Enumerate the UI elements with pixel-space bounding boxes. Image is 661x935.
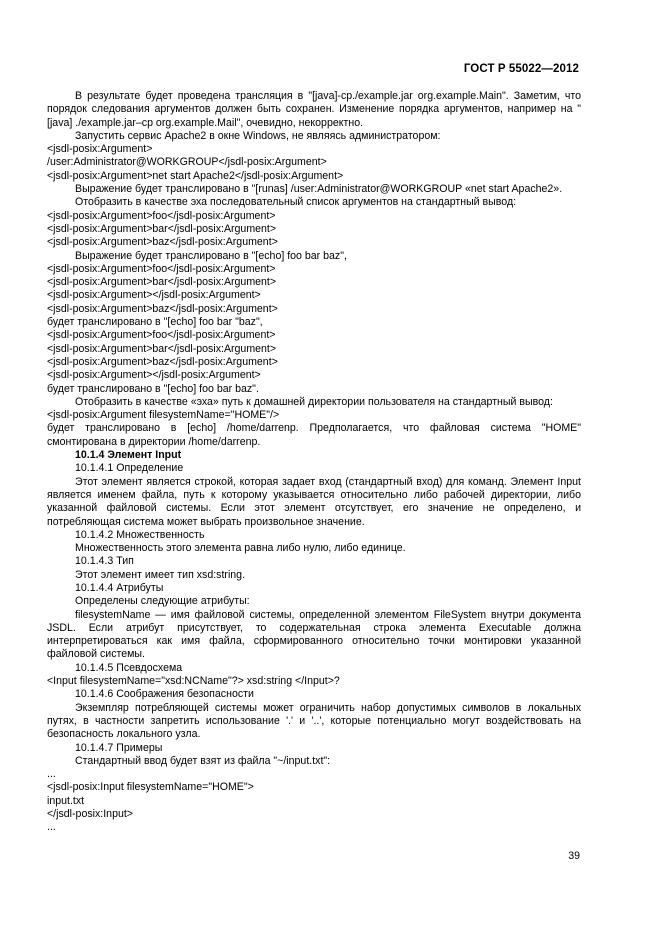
section-heading: 10.1.4 Элемент Input: [75, 449, 182, 462]
code-line: <jsdl-posix:Argument>baz</jsdl-posix:Argument>: [47, 302, 278, 315]
code-line: </jsdl-posix:Input>: [47, 808, 133, 821]
code-line: <jsdl-posix:Argument>bar</jsdl-posix:Argument>: [47, 276, 277, 289]
page-body: [47, 90, 581, 835]
paragraph: будет транслировано в "[echo] foo bar "baz",: [47, 316, 263, 329]
paragraph: Отобразить в качестве «эха» путь к домашней директории пользователя на стандартный вывод:: [75, 395, 553, 408]
paragraph: Множественность этого элемента равна либо нулю, либо единице.: [75, 542, 406, 555]
subsection-heading: 10.1.4.6 Соображения безопасности: [75, 688, 254, 701]
code-line: <jsdl-posix:Argument>bar</jsdl-posix:Argument>: [47, 342, 277, 355]
code-line: <jsdl-posix:Argument filesystemName="HOME"/>: [47, 409, 280, 422]
subsection-heading: 10.1.4.7 Примеры: [75, 741, 163, 754]
code-line: <jsdl-posix:Argument>foo</jsdl-posix:Argument>: [47, 262, 276, 275]
paragraph: filesystemName — имя файловой системы, определенной элементом FileSystem внутри документа JSDL. Если атрибут присутствует, то содержательная строка элемента Executable должна интерпретироваться как имя файла, сформированного относительно точки монтировки указанной файловой системы.: [47, 608, 581, 661]
paragraph: Выражение будет транслировано в "[runas] /user:Administrator@WORKGROUP «net start Apache2».: [75, 183, 563, 196]
document-code-header: ГОСТ Р 55022—2012: [463, 63, 579, 75]
code-line: <jsdl-posix:Argument></jsdl-posix:Argument>: [47, 289, 261, 302]
code-line: <jsdl-posix:Argument>bar</jsdl-posix:Argument>: [47, 222, 277, 235]
paragraph: Определены следующие атрибуты:: [75, 595, 250, 608]
code-line: <jsdl-posix:Argument>net start Apache2</jsdl-posix:Argument>: [47, 169, 344, 182]
code-line: /user:Administrator@WORKGROUP</jsdl-posix:Argument>: [47, 156, 327, 169]
paragraph: будет транслировано в "[echo] foo bar baz".: [47, 382, 259, 395]
subsection-heading: 10.1.4.1 Определение: [75, 462, 184, 475]
code-line: <jsdl-posix:Argument>baz</jsdl-posix:Argument>: [47, 355, 278, 368]
subsection-heading: 10.1.4.3 Тип: [75, 555, 134, 568]
code-line: <jsdl-posix:Argument>foo</jsdl-posix:Argument>: [47, 209, 276, 222]
page-number: 39: [568, 850, 580, 862]
code-line: <jsdl-posix:Argument>foo</jsdl-posix:Argument>: [47, 329, 276, 342]
paragraph: Запустить сервис Apache2 в окне Windows, не являясь администратором:: [75, 129, 441, 142]
code-line: input.txt: [47, 794, 85, 807]
paragraph: Этот элемент имеет тип xsd:string.: [75, 568, 246, 581]
paragraph: Этот элемент является строкой, которая задает вход (стандартный вход) для команд. Элемент Input является именем файла, путь к которому указывается относительно либо рабочей директории, либо указанной файловой системы. Если этот элемент отсутствует, его значение не определено, и потребляющая система может выбрать произвольное значение.: [47, 475, 581, 528]
code-line: <jsdl-posix:Argument>baz</jsdl-posix:Argument>: [47, 236, 278, 249]
subsection-heading: 10.1.4.2 Множественность: [75, 528, 205, 541]
code-line: <jsdl-posix:Argument>: [47, 143, 153, 156]
code-line: ...: [47, 821, 56, 834]
paragraph: В результате будет проведена трансляция в "[java]-cp./example.jar org.example.Main". Заметим, что порядок следования аргументов должен быть сохранен. Изменение порядка аргументов, например на "[java] ./example.jar–cp org.example.Mail", очевидно, некорректно.: [47, 90, 581, 129]
code-line: <jsdl-posix:Argument></jsdl-posix:Argument>: [47, 369, 261, 382]
code-line: ...: [47, 768, 56, 781]
code-line: <Input filesystemName="xsd:NCName"?> xsd:string </Input>?: [47, 675, 340, 688]
subsection-heading: 10.1.4.4 Атрибуты: [75, 581, 164, 594]
paragraph: Выражение будет транслировано в "[echo] foo bar baz",: [75, 249, 347, 262]
code-line: <jsdl-posix:Input filesystemName="HOME">: [47, 781, 254, 794]
paragraph: Экземпляр потребляющей системы может ограничить набор допустимых символов в локальных путях, в частности запретить использование '.' и '..', которые потенциально могут воздействовать на безопасность локального узла.: [47, 701, 581, 741]
paragraph: Отобразить в качестве эха последовательный список аргументов на стандартный вывод:: [75, 196, 517, 209]
paragraph: Стандартный ввод будет взят из файла "~/input.txt":: [75, 754, 331, 767]
subsection-heading: 10.1.4.5 Псевдосхема: [75, 661, 183, 674]
paragraph: будет транслировано в [echo] /home/darrenp. Предполагается, что файловая система "HOME" смонтирована в директории /home/darrenp.: [47, 422, 581, 448]
